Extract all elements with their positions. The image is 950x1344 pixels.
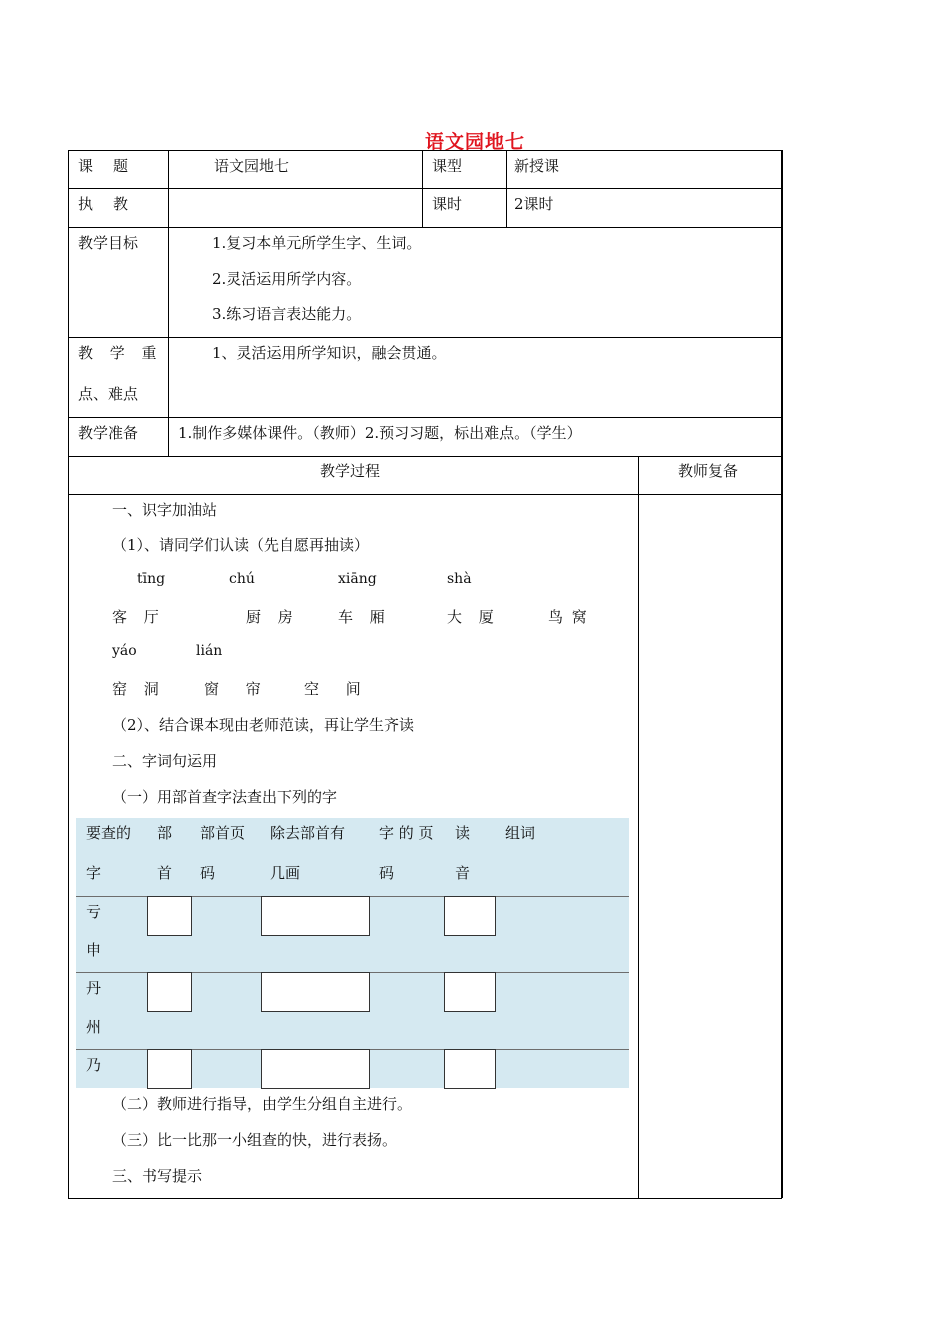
lookup-char: 申 <box>86 941 102 959</box>
answer-box[interactable] <box>147 972 192 1012</box>
table-border-right <box>781 150 783 1198</box>
row-divider <box>68 456 782 457</box>
lookup-char: 丹 <box>86 979 102 997</box>
section-heading: 二、字词句运用 <box>112 752 218 770</box>
process-header: 教学过程 <box>320 462 381 480</box>
pinyin: xiāng <box>338 571 377 587</box>
page-title: 语文园地七 <box>424 131 525 153</box>
pinyin: shà <box>447 571 472 587</box>
sub-heading: （三）比一比那一小组查的快，进行表扬。 <box>112 1131 398 1149</box>
keypoints-label: 教 学 重 <box>78 344 163 362</box>
lookup-header: 码 <box>200 864 216 882</box>
vocab-word: 客 厅 <box>112 608 159 626</box>
goal-item: 2.灵活运用所学内容。 <box>212 270 362 288</box>
period-label: 课时 <box>432 195 463 213</box>
sub-heading: （一）用部首查字法查出下列的字 <box>112 788 338 806</box>
pinyin: yáo <box>112 643 137 659</box>
pinyin: tīng <box>137 571 166 587</box>
answer-box[interactable] <box>444 972 496 1012</box>
row-divider <box>68 494 782 495</box>
prep-label: 教学准备 <box>78 424 139 442</box>
lookup-char: 州 <box>86 1018 102 1036</box>
lookup-header: 音 <box>455 864 471 882</box>
table-border-left <box>68 150 69 1198</box>
row-divider <box>68 417 782 418</box>
topic-label: 课题 <box>78 157 149 175</box>
section-heading: 一、识字加油站 <box>112 501 218 519</box>
lookup-header: 组词 <box>505 824 536 842</box>
vocab-word: 大 厦 <box>447 608 494 626</box>
vocab-word: 鸟 窝 <box>548 608 587 626</box>
prep-value: 1.制作多媒体课件。（教师）2.预习习题，标出难点。（学生） <box>178 424 582 442</box>
row-divider <box>68 227 782 228</box>
table-border-top <box>68 150 782 151</box>
vocab-word: 空 间 <box>304 680 361 698</box>
topic-value: 语文园地七 <box>214 157 290 175</box>
keypoints-value: 1、灵活运用所学知识，融会贯通。 <box>212 344 447 362</box>
step-text: （2）、结合课本现由老师范读，再让学生齐读 <box>112 716 415 734</box>
answer-box[interactable] <box>261 1049 370 1089</box>
lookup-header: 部 <box>157 824 173 842</box>
lookup-header: 除去部首有 <box>270 824 346 842</box>
lookup-char: 乃 <box>86 1056 102 1074</box>
table-border-bottom <box>68 1198 782 1199</box>
answer-box[interactable] <box>444 896 496 936</box>
vocab-word: 窗 帘 <box>204 680 261 698</box>
vocab-word: 厨 房 <box>246 608 293 626</box>
sub-heading: （二）教师进行指导，由学生分组自主进行。 <box>112 1095 413 1113</box>
answer-box[interactable] <box>261 972 370 1012</box>
goal-item: 3.练习语言表达能力。 <box>212 305 362 323</box>
lookup-header: 部首页 <box>200 824 246 842</box>
step-text: （1）、请同学们认读（先自愿再抽读） <box>112 536 370 554</box>
answer-box[interactable] <box>147 896 192 936</box>
pinyin: chú <box>229 571 255 587</box>
lookup-table <box>76 818 629 1088</box>
lookup-header: 读 <box>455 824 471 842</box>
section-heading: 三、书写提示 <box>112 1167 203 1185</box>
review-header: 教师复备 <box>678 462 739 480</box>
pinyin: lián <box>196 643 223 659</box>
row-divider <box>68 188 782 189</box>
type-label: 课型 <box>432 157 463 175</box>
vocab-word: 窑 洞 <box>112 680 159 698</box>
period-value: 2课时 <box>514 195 554 213</box>
keypoints-label: 点、难点 <box>78 385 139 403</box>
answer-box[interactable] <box>444 1049 496 1089</box>
vocab-word: 车 厢 <box>338 608 385 626</box>
teacher-label: 执教 <box>78 195 149 213</box>
lookup-header: 字 的 页 <box>379 824 434 842</box>
lookup-char: 亏 <box>86 903 102 921</box>
lookup-header: 几画 <box>270 864 301 882</box>
col-divider <box>506 150 507 227</box>
row-divider <box>68 337 782 338</box>
lookup-header: 首 <box>157 864 173 882</box>
col-divider <box>168 150 169 456</box>
type-value: 新授课 <box>514 157 560 175</box>
col-divider <box>422 150 423 227</box>
lookup-header: 要查的 <box>86 824 132 842</box>
answer-box[interactable] <box>147 1049 192 1089</box>
lookup-header: 码 <box>379 864 395 882</box>
col-divider <box>638 456 639 1198</box>
answer-box[interactable] <box>261 896 370 936</box>
lookup-header: 字 <box>86 864 102 882</box>
goal-item: 1.复习本单元所学生字、生词。 <box>212 234 422 252</box>
goals-label: 教学目标 <box>78 234 139 252</box>
